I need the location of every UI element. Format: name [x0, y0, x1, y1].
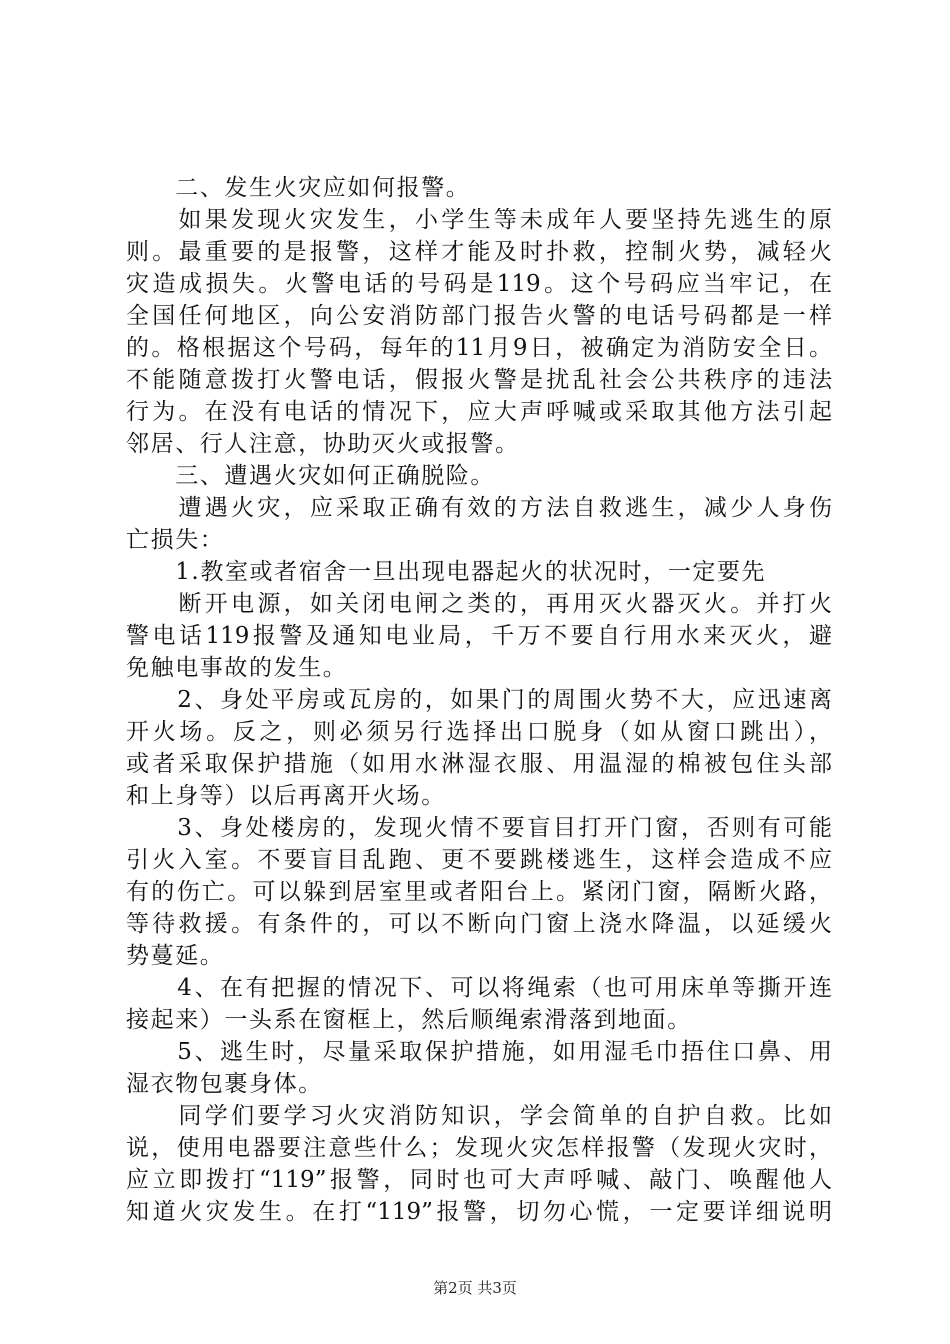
text-line: 接起来）一头系在窗框上，然后顺绳索滑落到地面。 — [126, 1007, 692, 1033]
page-number-footer: 第2页 共3页 — [433, 1279, 517, 1297]
text-line: 行为。在没有电话的情况下，应大声呼喊或采取其他方法引起 — [126, 399, 832, 425]
text-line: 则。最重要的是报警，这样才能及时扑救，控制火势，减轻火 — [126, 239, 832, 265]
text-line: 亡损失： — [126, 527, 225, 553]
text-line: 说，使用电器要注意些什么；发现火灾怎样报警（发现火灾时， — [126, 1135, 832, 1161]
text-line: 免触电事故的发生。 — [126, 655, 348, 681]
text-line: 有的伤亡。可以躲到居室里或者阳台上。紧闭门窗，隔断火路， — [126, 879, 832, 905]
text-line: 应立即拨打“119”报警，同时也可大声呼喊、敲门、唤醒他人 — [126, 1167, 832, 1193]
text-line: 断开电源，如关闭电闸之类的，再用灭火器灭火。并打火 — [126, 591, 832, 617]
text-line: 2、身处平房或瓦房的，如果门的周围火势不大，应迅速离 — [126, 687, 832, 713]
text-line: 或者采取保护措施（如用水淋湿衣服、用温湿的棉被包住头部 — [126, 751, 832, 777]
text-line: 警电话119报警及通知电业局，千万不要自行用水来灭火，避 — [126, 623, 832, 649]
section-heading: 三、遭遇火灾如何正确脱险。 — [126, 463, 495, 489]
text-line: 灾造成损失。火警电话的号码是119。这个号码应当牢记，在 — [126, 271, 832, 297]
text-line: 的。格根据这个号码，每年的11月9日，被确定为消防安全日。 — [126, 335, 832, 361]
text-line: 知道火灾发生。在打“119”报警，切勿心慌，一定要详细说明 — [126, 1199, 832, 1225]
text-line: 1.教室或者宿舍一旦出现电器起火的状况时，一定要先 — [126, 559, 767, 585]
text-line: 3、身处楼房的，发现火情不要盲目打开门窗，否则有可能 — [126, 815, 832, 841]
text-line: 不能随意拨打火警电话，假报火警是扰乱社会公共秩序的违法 — [126, 367, 832, 393]
text-line: 全国任何地区，向公安消防部门报告火警的电话号码都是一样 — [126, 303, 832, 329]
text-line: 引火入室。不要盲目乱跑、更不要跳楼逃生，这样会造成不应 — [126, 847, 832, 873]
text-line: 如果发现火灾发生，小学生等未成年人要坚持先逃生的原 — [126, 207, 832, 233]
text-line: 4、在有把握的情况下、可以将绳索（也可用床单等撕开连 — [126, 975, 832, 1001]
text-line: 和上身等）以后再离开火场。 — [126, 783, 446, 809]
text-line: 5、逃生时，尽量采取保护措施，如用湿毛巾捂住口鼻、用 — [126, 1039, 832, 1065]
text-line: 势蔓延。 — [126, 943, 225, 969]
text-line: 同学们要学习火灾消防知识，学会简单的自护自救。比如 — [126, 1103, 832, 1129]
text-line: 邻居、行人注意，协助灭火或报警。 — [126, 431, 520, 457]
text-line: 等待救援。有条件的，可以不断向门窗上浇水降温，以延缓火 — [126, 911, 832, 937]
text-line: 遭遇火灾，应采取正确有效的方法自救逃生，减少人身伤 — [126, 495, 832, 521]
text-line: 开火场。反之，则必须另行选择出口脱身（如从窗口跳出）， — [126, 719, 832, 745]
text-line: 二、发生火灾应如何报警。 — [126, 175, 471, 201]
text-line: 湿衣物包裹身体。 — [126, 1071, 323, 1097]
